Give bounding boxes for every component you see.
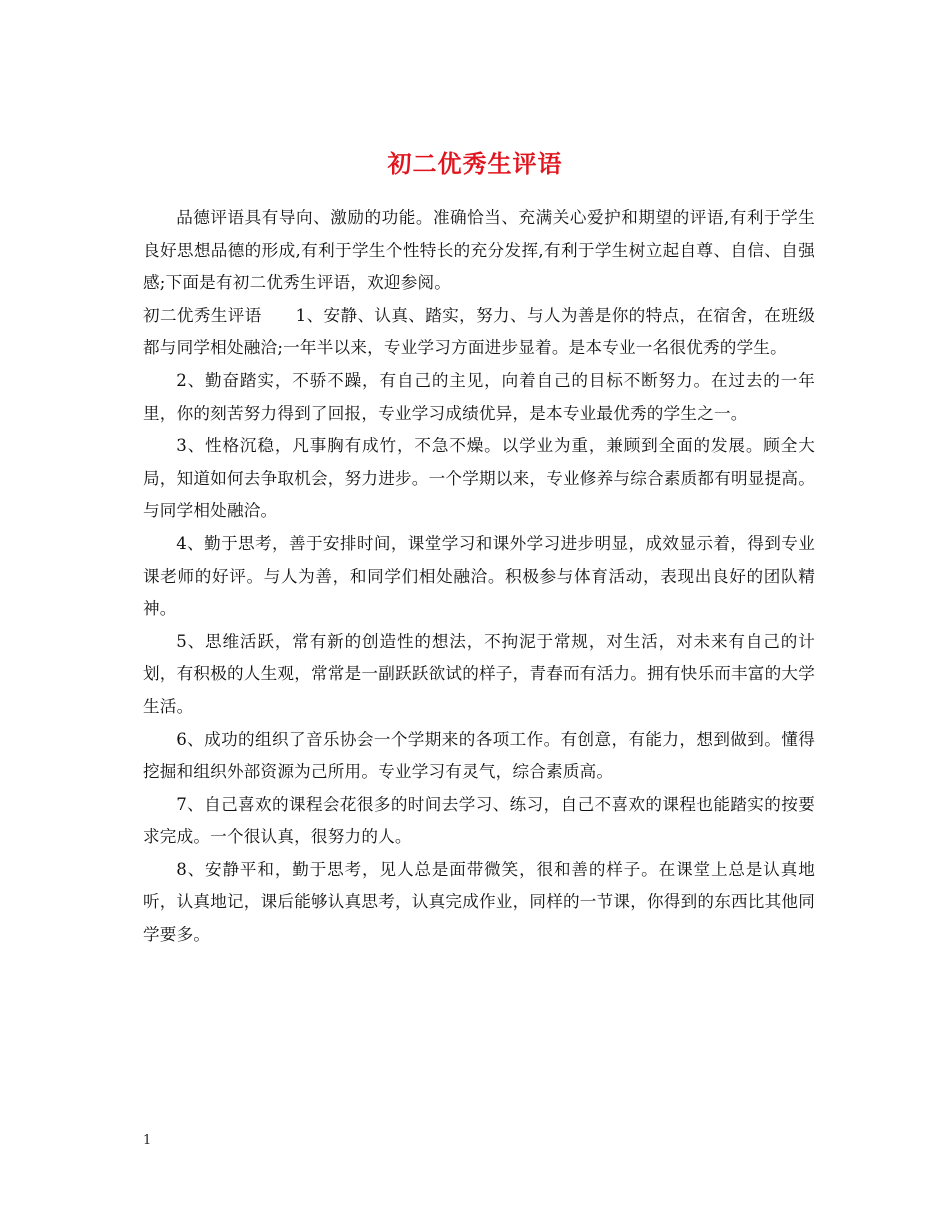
list-item: 5、思维活跃，常有新的创造性的想法，不拘泥于常规，对生活，对未来有自己的计划，有积极的人生观，常常是一副跃跃欲试的样子，青春而有活力。拥有快乐而丰富的大学生活。 [143,631,815,716]
list-item-text: 1、安静、认真、踏实，努力、与人为善是你的特点，在宿舍，在班级都与同学相处融洽;一年半以来，专业学习方面进步显着。是本专业一名很优秀的学生。 [143,305,815,358]
list-item: 3、性格沉稳，凡事胸有成竹，不急不燥。以学业为重，兼顾到全面的发展。顾全大局，知道如何去争取机会，努力进步。一个学期以来，专业修养与综合素质都有明显提高。与同学相处融洽。 [143,436,815,521]
list-item: 7、自己喜欢的课程会花很多的时间去学习、练习，自己不喜欢的课程也能踏实的按要求完成。一个很认真，很努力的人。 [143,794,815,847]
list-item: 8、安静平和，勤于思考，见人总是面带微笑，很和善的样子。在课堂上总是认真地听，认真地记，课后能够认真思考，认真完成作业，同样的一节课，你得到的东西比其他同学要多。 [143,859,815,945]
page-title: 初二优秀生评语 [387,149,563,179]
document-body [143,202,815,952]
intro-paragraph: 品德评语具有导向、激励的功能。准确恰当、充满关心爱护和期望的评语,有利于学生良好思想品德的形成,有利于学生个性特长的充分发挥,有利于学生树立起自尊、自信、自强感;下面是有初二优秀生评语，欢迎参阅。 [143,208,815,293]
page-number: 1 [143,1133,152,1148]
list-item: 2、勤奋踏实，不骄不躁，有自己的主见，向着自己的目标不断努力。在过去的一年里，你的刻苦努力得到了回报，专业学习成绩优异，是本专业最优秀的学生之一。 [143,370,815,423]
list-item: 4、勤于思考，善于安排时间，课堂学习和课外学习进步明显，成效显示着，得到专业课老师的好评。与人为善，和同学们相处融洽。积极参与体育活动，表现出良好的团队精神。 [143,533,815,619]
section-label: 初二优秀生评语 [143,305,262,325]
list-item [143,300,815,365]
list-item: 6、成功的组织了音乐协会一个学期来的各项工作。有创意，有能力，想到做到。懂得挖掘和组织外部资源为己所用。专业学习有灵气，综合素质高。 [143,729,815,782]
